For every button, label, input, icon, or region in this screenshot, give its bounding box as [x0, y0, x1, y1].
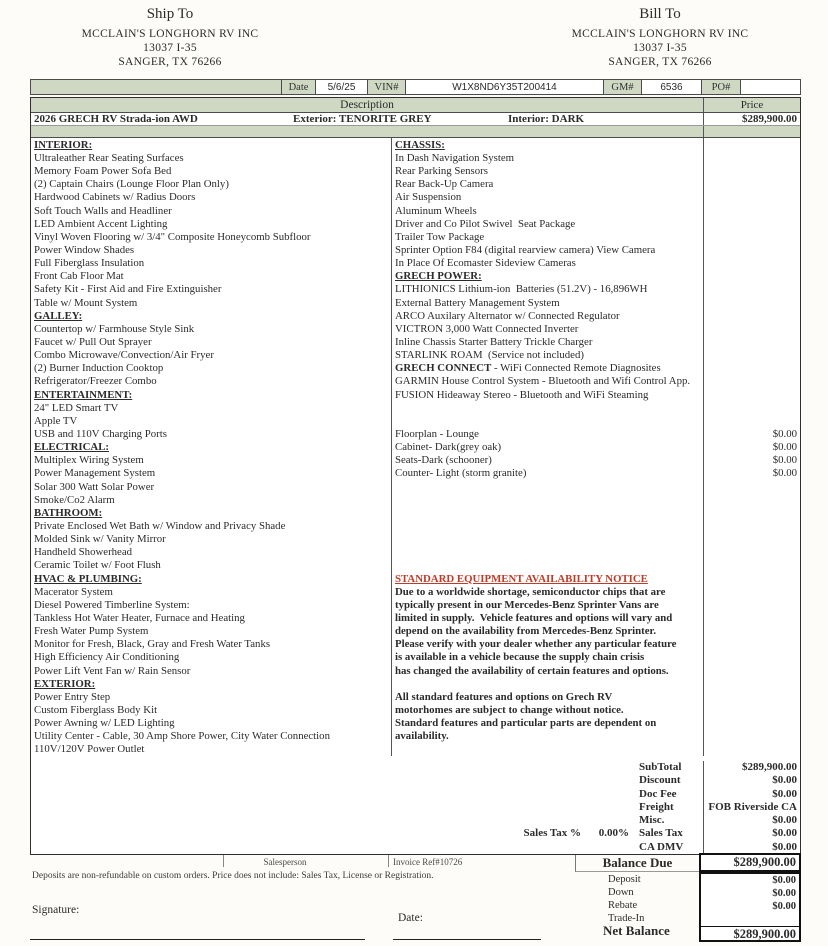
- sales-tax-pct-label: [491, 788, 581, 801]
- option-price: [703, 572, 800, 585]
- feature-row: [392, 703, 800, 716]
- feature-item: typically present in our Mercedes-Benz Sprinter Vans are: [395, 598, 659, 611]
- notice-header: STANDARD EQUIPMENT AVAILABILITY NOTICE: [395, 572, 648, 585]
- option-price: [703, 283, 800, 296]
- option-price: [703, 322, 800, 335]
- footer: [30, 855, 801, 946]
- feature-row: [392, 270, 800, 283]
- feature-item: Aluminum Wheels: [395, 204, 477, 217]
- feature-item: (2) Burner Induction Cooktop: [34, 362, 164, 375]
- feature-item: Due to a worldwide shortage, semiconductor chips that are: [395, 585, 666, 598]
- feature-item: [392, 559, 703, 572]
- option-price: [703, 611, 800, 624]
- section-header: ENTERTAINMENT:: [34, 388, 133, 401]
- feature-row: [392, 138, 800, 151]
- total-value: $0.00: [703, 841, 800, 854]
- option-price: [703, 625, 800, 638]
- sales-tax-pct-label: Sales Tax %: [523, 827, 581, 840]
- feature-item: Power Management System: [34, 467, 156, 480]
- feature-item: Safety Kit - First Aid and Fire Extinguisher: [34, 283, 222, 296]
- option-price: [703, 638, 800, 651]
- option-price: [703, 414, 800, 427]
- option-price: [703, 519, 800, 532]
- option-price: [703, 703, 800, 716]
- disclaimer-text: Deposits are non-refundable on custom orders. Price does not include: Sales Tax, License or Registration.: [32, 871, 434, 881]
- feature-item: Cabinet- Dark(grey oak): [395, 441, 502, 454]
- section-header: BATHROOM:: [34, 506, 103, 519]
- footer-date-label: Date:: [398, 912, 423, 924]
- feature-item: Hardwood Cabinets w/ Radius Doors: [34, 191, 196, 204]
- bill-to-city: SANGER, TX 76266: [608, 56, 712, 68]
- feature-row: [392, 335, 800, 348]
- feature-item: Tankless Hot Water Heater, Furnace and Heating: [34, 611, 245, 624]
- bill-to-street: 13037 I-35: [633, 42, 687, 54]
- feature-item: Counter- Light (storm granite): [395, 467, 527, 480]
- sales-tax-pct-value: 0.00%: [598, 827, 629, 840]
- sales-tax-pct-label: [491, 774, 581, 787]
- net-balance-value: $289,900.00: [701, 926, 799, 942]
- invoice-ref: Invoice Ref#10726: [393, 857, 463, 867]
- option-price: [703, 204, 800, 217]
- option-price: [703, 388, 800, 401]
- total-row: [31, 841, 800, 854]
- feature-row: [392, 559, 800, 572]
- feature-item: [392, 414, 703, 427]
- feature-item: Solar 300 Watt Solar Power: [34, 480, 155, 493]
- feature-row: [392, 204, 800, 217]
- feature-row: [392, 506, 800, 519]
- feature-item: [392, 401, 703, 414]
- description-header: Description: [340, 98, 394, 111]
- feature-row: [392, 454, 800, 467]
- feature-item: [392, 480, 703, 493]
- total-value: $0.00: [703, 814, 800, 827]
- sales-tax-pct-value: [581, 814, 639, 827]
- feature-item: availability.: [395, 730, 449, 743]
- po-value: [740, 80, 800, 94]
- feature-item: is available in a vehicle because the supply chain crisis: [395, 651, 645, 664]
- balance-labels: [608, 874, 644, 926]
- feature-item: Smoke/Co2 Alarm: [34, 493, 115, 506]
- feature-item: Molded Sink w/ Vanity Mirror: [34, 533, 166, 546]
- feature-item: USB and 110V Charging Ports: [34, 427, 167, 440]
- feature-row: [392, 467, 800, 480]
- total-label: Misc.: [639, 814, 665, 827]
- vehicle-exterior: Exterior: TENORITE GREY: [293, 112, 432, 125]
- feature-list-left: [31, 138, 392, 756]
- feature-item: Ceramic Toilet w/ Foot Flush: [34, 559, 161, 572]
- main-table: [30, 97, 801, 855]
- option-price: [703, 493, 800, 506]
- feature-item: Memory Foam Power Sofa Bed: [34, 165, 172, 178]
- feature-row: [392, 401, 800, 414]
- feature-item: [392, 546, 703, 559]
- balance-row-value: $0.00: [772, 901, 796, 912]
- signature-line: [30, 939, 365, 940]
- total-label: Freight: [639, 800, 674, 813]
- option-price: [703, 690, 800, 703]
- feature-item: Standard features and particular parts are dependent on: [395, 717, 657, 730]
- feature-item: [392, 677, 703, 690]
- ship-to-company: MCCLAIN'S LONGHORN RV INC: [81, 28, 259, 40]
- section-header: ELECTRICAL:: [34, 441, 109, 454]
- section-header: HVAC & PLUMBING:: [34, 572, 142, 585]
- option-price: [703, 533, 800, 546]
- feature-item: Seats-Dark (schooner): [395, 454, 492, 467]
- feature-row: [392, 598, 800, 611]
- feature-item: 110V/120V Power Outlet: [34, 743, 145, 756]
- feature-row: [392, 585, 800, 598]
- feature-row: [392, 151, 800, 164]
- feature-item: Power Awning w/ LED Lighting: [34, 717, 175, 730]
- feature-item: Faucet w/ Pull Out Sprayer: [34, 335, 152, 348]
- option-price: [703, 165, 800, 178]
- feature-row: [392, 572, 800, 585]
- sales-tax-pct-value: [581, 774, 639, 787]
- total-row: [31, 814, 800, 827]
- option-price: [703, 151, 800, 164]
- option-price: [703, 191, 800, 204]
- net-balance-label: Net Balance: [603, 923, 670, 938]
- total-label: CA DMV: [639, 840, 684, 853]
- signature-label: Signature:: [32, 904, 80, 916]
- option-price: [703, 178, 800, 191]
- feature-row: [392, 717, 800, 730]
- feature-item: Refrigerator/Freezer Combo: [34, 375, 157, 388]
- feature-item: 24" LED Smart TV: [34, 401, 119, 414]
- gm-label: GM#: [603, 80, 641, 94]
- feature-row: [392, 625, 800, 638]
- feature-row: [392, 309, 800, 322]
- option-price: [703, 559, 800, 572]
- feature-item: limited in supply. Vehicle features and options will vary and: [395, 611, 673, 624]
- feature-item: Diesel Powered Timberline System:: [34, 598, 190, 611]
- option-price: [703, 743, 800, 756]
- feature-item: Power Entry Step: [34, 690, 111, 703]
- feature-row: [392, 611, 800, 624]
- feature-row: [392, 533, 800, 546]
- date-label: Date: [281, 80, 315, 94]
- option-price: [703, 677, 800, 690]
- feature-item: High Efficiency Air Conditioning: [34, 651, 180, 664]
- total-row: [31, 761, 800, 774]
- option-price: [703, 375, 800, 388]
- price-header: Price: [703, 98, 800, 112]
- feature-row: [392, 638, 800, 651]
- cell-divider: [223, 855, 224, 867]
- option-price: [703, 309, 800, 322]
- feature-row: [392, 322, 800, 335]
- feature-item: Inline Chassis Starter Battery Trickle Charger: [395, 335, 593, 348]
- feature-item: LED Ambient Accent Lighting: [34, 217, 168, 230]
- feature-item: Monitor for Fresh, Black, Gray and Fresh Water Tanks: [34, 638, 271, 651]
- option-price: [703, 270, 800, 283]
- feature-row: [392, 493, 800, 506]
- feature-item: Rear Back-Up Camera: [395, 178, 494, 191]
- option-price: [703, 296, 800, 309]
- option-price: $0.00: [703, 427, 800, 440]
- total-row: [31, 774, 800, 787]
- option-price: $0.00: [703, 441, 800, 454]
- feature-item: [392, 493, 703, 506]
- po-label: PO#: [701, 80, 740, 94]
- balance-values-box: [699, 872, 801, 942]
- feature-item: Please verify with your dealer whether any particular feature: [395, 638, 677, 651]
- feature-item: Sprinter Option F84 (digital rearview camera) View Camera: [395, 244, 656, 256]
- feature-item: Macerator System: [34, 585, 113, 598]
- feature-row: [392, 441, 800, 454]
- bill-to-block: [520, 6, 800, 69]
- feature-row: [392, 480, 800, 493]
- feature-item: motorhomes are subject to change without notice.: [395, 703, 624, 716]
- feature-row: [392, 414, 800, 427]
- feature-item: (2) Captain Chairs (Lounge Floor Plan Only): [34, 178, 229, 191]
- sales-tax-pct-value: [581, 801, 639, 814]
- vehicle-model: 2026 GRECH RV Strada-ion AWD: [34, 112, 198, 125]
- feature-row: [392, 257, 800, 270]
- feature-row: [392, 743, 800, 756]
- option-price: [703, 598, 800, 611]
- feature-row: [392, 362, 800, 375]
- option-price: [703, 362, 800, 375]
- option-price: [703, 585, 800, 598]
- feature-row: [392, 243, 800, 256]
- balance-row-value: $0.00: [772, 875, 796, 886]
- total-value: $0.00: [703, 788, 800, 801]
- feature-item: has changed the availability of certain features and options.: [395, 664, 669, 677]
- vin-value: W1X8ND6Y35T200414: [405, 80, 603, 94]
- balance-row-label: Down: [608, 887, 634, 898]
- sales-tax-pct-label: [491, 841, 581, 854]
- feature-item: All standard features and options on Grech RV: [395, 690, 613, 703]
- feature-item: Multiplex Wiring System: [34, 454, 144, 467]
- totals-section: [31, 756, 800, 854]
- sales-tax-pct-value: [581, 788, 639, 801]
- total-value: FOB Riverside CA: [703, 801, 800, 814]
- feature-item: Power Lift Vent Fan w/ Rain Sensor: [34, 664, 191, 677]
- feature-row: [392, 546, 800, 559]
- total-row: [31, 788, 800, 801]
- vehicle-interior: Interior: DARK: [508, 112, 585, 125]
- feature-row: [392, 677, 800, 690]
- feature-item: Rear Parking Sensors: [395, 165, 488, 178]
- feature-row: [392, 730, 800, 743]
- balance-due-value: $289,900.00: [699, 853, 801, 872]
- bill-to-company: MCCLAIN'S LONGHORN RV INC: [571, 28, 749, 40]
- section-header: GALLEY:: [34, 309, 83, 322]
- ship-to-block: [30, 6, 310, 69]
- feature-row: [392, 217, 800, 230]
- feature-item: Combo Microwave/Convection/Air Fryer: [34, 349, 214, 362]
- feature-row: [392, 230, 800, 243]
- feature-item: depend on the availability from Mercedes-Benz Sprinter.: [395, 625, 657, 638]
- feature-item: Utility Center - Cable, 30 Amp Shore Power, City Water Connection: [34, 730, 330, 743]
- total-label: Sales Tax: [639, 827, 683, 840]
- feature-list-right: [392, 138, 800, 756]
- spacer-row: [31, 126, 800, 139]
- feature-item: External Battery Management System: [395, 296, 560, 309]
- feature-item: GARMIN House Control System - Bluetooth and Wifi Control App.: [395, 375, 691, 388]
- feature-row: [392, 165, 800, 178]
- sales-tax-pct-value: [581, 841, 639, 854]
- ship-to-street: 13037 I-35: [143, 42, 197, 54]
- feature-item: Air Suspension: [395, 191, 462, 204]
- balance-section: [575, 855, 801, 946]
- feature-item: Trailer Tow Package: [395, 230, 485, 243]
- feature-row: [392, 178, 800, 191]
- ship-to-title: Ship To: [146, 6, 194, 22]
- option-price: $0.00: [703, 467, 800, 480]
- feature-item: Driver and Co Pilot Swivel Seat Package: [395, 217, 576, 230]
- feature-item: Full Fiberglass Insulation: [34, 257, 145, 270]
- feature-row: [392, 519, 800, 532]
- option-price: [703, 230, 800, 243]
- feature-item: Front Cab Floor Mat: [34, 270, 124, 283]
- feature-item: Vinyl Woven Flooring w/ 3/4" Composite Honeycomb Subfloor: [34, 230, 311, 243]
- feature-row: [392, 375, 800, 388]
- option-price: [703, 138, 800, 151]
- bill-to-title: Bill To: [639, 6, 681, 22]
- feature-row: [392, 388, 800, 401]
- meta-bar: [30, 79, 801, 95]
- section-header: GRECH POWER:: [395, 270, 482, 283]
- meta-filler: [31, 80, 281, 94]
- sales-tax-pct-label: [491, 761, 581, 774]
- total-value: $0.00: [703, 774, 800, 787]
- feature-item: [392, 743, 703, 756]
- vehicle-row: [31, 113, 800, 126]
- feature-item: Apple TV: [34, 414, 78, 427]
- gm-value: 6536: [641, 80, 701, 94]
- feature-item-lead: GRECH CONNECT: [395, 362, 492, 375]
- feature-item: VICTRON 3,000 Watt Connected Inverter: [395, 322, 579, 335]
- option-price: [703, 717, 800, 730]
- vehicle-price: $289,900.00: [703, 113, 800, 125]
- total-label: Discount: [639, 774, 681, 787]
- sales-tax-pct-value: [581, 761, 639, 774]
- option-price: [703, 651, 800, 664]
- total-label: SubTotal: [639, 760, 682, 773]
- option-price: [703, 243, 800, 256]
- feature-item: Table w/ Mount System: [34, 296, 138, 309]
- option-price: [703, 401, 800, 414]
- feature-item: FUSION Hideaway Stereo - Bluetooth and WiFi Steaming: [395, 388, 649, 401]
- balance-row-value: [701, 913, 799, 926]
- feature-item: Custom Fiberglass Body Kit: [34, 703, 158, 716]
- option-price: [703, 546, 800, 559]
- feature-item: Soft Touch Walls and Headliner: [34, 204, 172, 217]
- feature-item: GRECH CONNECT - WiFi Connected Remote Diagnosites: [395, 362, 661, 375]
- description-header-row: [31, 98, 800, 113]
- feature-row: [392, 283, 800, 296]
- sales-tax-pct-label: [491, 801, 581, 814]
- cell-divider: [388, 855, 389, 867]
- feature-item: Countertop w/ Farmhouse Style Sink: [34, 322, 195, 335]
- feature-item: Handheld Showerhead: [34, 546, 133, 559]
- option-price: [703, 730, 800, 743]
- feature-item: [392, 533, 703, 546]
- option-price: [703, 480, 800, 493]
- feature-item: Power Window Shades: [34, 244, 135, 256]
- vin-label: VIN#: [367, 80, 405, 94]
- feature-row: [392, 690, 800, 703]
- feature-row: [392, 349, 800, 362]
- date-value: 5/6/25: [315, 80, 367, 94]
- section-header: EXTERIOR:: [34, 677, 96, 690]
- section-header: INTERIOR:: [34, 138, 93, 151]
- option-price: [703, 506, 800, 519]
- balance-row-label: Rebate: [608, 900, 638, 911]
- feature-item: ARCO Auxilary Alternator w/ Connected Regulator: [395, 309, 620, 322]
- balance-row-value: $0.00: [772, 888, 796, 899]
- option-price: [703, 335, 800, 348]
- salesperson-label: Salesperson: [263, 857, 307, 867]
- ship-to-city: SANGER, TX 76266: [118, 56, 222, 68]
- feature-row: [392, 651, 800, 664]
- option-price: [703, 664, 800, 677]
- feature-item: LITHIONICS Lithium-ion Batteries (51.2V) - 16,896WH: [395, 283, 648, 296]
- feature-item: [392, 506, 703, 519]
- feature-item: Floorplan - Lounge: [395, 427, 479, 440]
- feature-lists: [31, 138, 800, 756]
- feature-item: [392, 519, 703, 532]
- option-price: [703, 257, 800, 270]
- feature-row: [392, 191, 800, 204]
- total-row: [31, 827, 800, 840]
- balance-row-label: Deposit: [608, 874, 641, 885]
- feature-item: STARLINK ROAM (Service not included): [395, 349, 584, 362]
- date-line: [393, 939, 541, 940]
- feature-item: Ultraleather Rear Seating Surfaces: [34, 152, 184, 165]
- balance-due-label: Balance Due: [575, 855, 699, 872]
- feature-item: In Place Of Ecomaster Sideview Cameras: [395, 257, 576, 270]
- feature-row: [392, 427, 800, 440]
- sales-tax-pct-label: [491, 814, 581, 827]
- feature-row: [392, 664, 800, 677]
- option-price: $0.00: [703, 454, 800, 467]
- total-value: $289,900.00: [703, 761, 800, 774]
- balance-row-label: Trade-In: [608, 913, 645, 924]
- section-header: CHASSIS:: [395, 138, 445, 151]
- option-price: [703, 349, 800, 362]
- feature-item: Fresh Water Pump System: [34, 625, 149, 638]
- feature-item: Private Enclosed Wet Bath w/ Window and Privacy Shade: [34, 519, 286, 532]
- feature-row: [392, 296, 800, 309]
- option-price: [703, 217, 800, 230]
- total-label: Doc Fee: [639, 787, 677, 800]
- feature-item: In Dash Navigation System: [395, 152, 515, 165]
- total-row: [31, 801, 800, 814]
- total-value: $0.00: [703, 827, 800, 840]
